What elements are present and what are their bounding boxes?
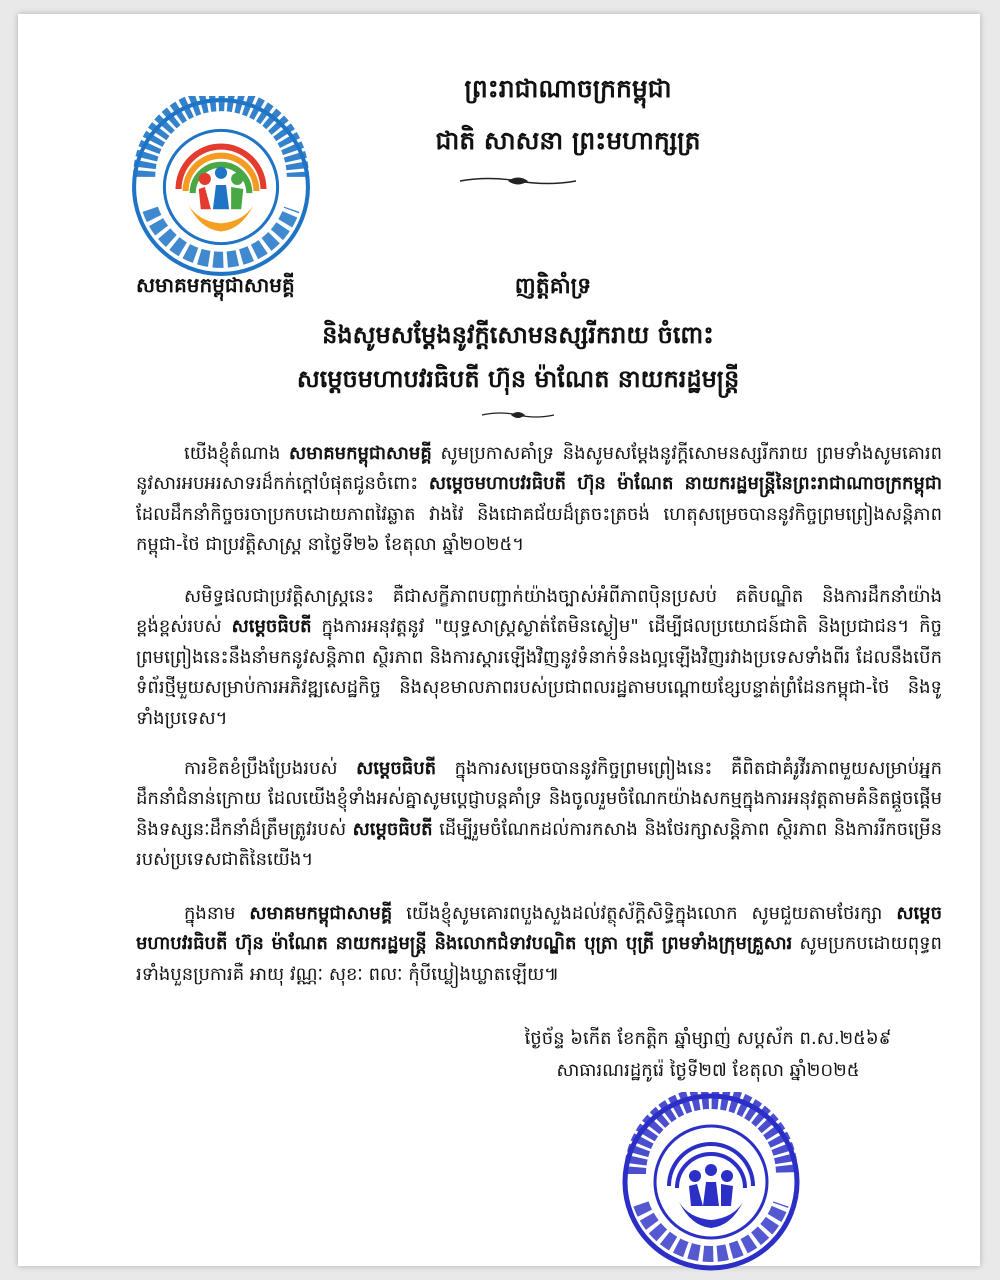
prime-minister-title-bold: សម្ដេចធិបតី: [231, 616, 312, 638]
document-title-line1: និងសូមសម្ដែងនូវក្ដីសោមនស្សរីករាយ ចំពោះ: [322, 321, 714, 349]
prime-minister-name-bold: សម្ដេចមហាបវរធិបតី ហ៊ុន ម៉ាណែត នាយករដ្ឋមន្ត្រីនៃព្រះរាជាណាចក្រកម្ពុជា: [428, 473, 942, 495]
paragraph-text: ក្នុងនាម: [184, 903, 250, 924]
paragraph-text: យើងខ្ញុំតំណាង: [184, 443, 289, 464]
document-page: [18, 14, 980, 1266]
paragraph-text: សមិទ្ធផលជាប្រវត្តិសាស្ត្រនេះ គឺជាសក្ខីភាពបញ្ជាក់យ៉ាងច្បាស់អំពីភាពប៉ិនប្រសប់ គតិបណ្ឌិត និងការដឹកនាំយ៉ាងខ្ពង់ខ្ពស់របស់: [136, 586, 942, 638]
official-seal-icon: [620, 1092, 802, 1272]
association-logo-icon: [130, 96, 312, 278]
organization-name: សមាគមកម្ពុជាសាមគ្គី: [136, 273, 295, 297]
document-type: ញត្តិគាំទ្រ: [514, 274, 592, 299]
body-paragraph-3: [136, 754, 942, 876]
motto-heading: ជាតិ សាសនា ព្រះមហាក្សត្រ: [435, 126, 701, 155]
paragraph-text: ដើម្បីរួមចំណែកដល់ការកសាង និងថែរក្សាសន្តិភាព ស្ថិរភាព និងការរីកចម្រើនរបស់ប្រទេសជាតិនៃយើង។: [136, 818, 942, 871]
body-paragraph-2: [136, 582, 942, 734]
lunar-date: ថ្ងៃច័ន្ទ ៦កើត ខែកត្តិក ឆ្នាំម្សាញ់ សប្តស័ក ព.ស.២៥៦៩: [524, 1028, 892, 1049]
prime-minister-family-bold: សម្ដេចមហាបវរធិបតី ហ៊ុន ម៉ាណែត នាយករដ្ឋមន្ត្រី និងលោកជំទាវបណ្ឌិត បុត្រា បុត្រី ព្រមទាំងក្រុមគ្រួសារ: [136, 903, 943, 955]
document-title-line2: សម្ដេចមហាបវរធិបតី ហ៊ុន ម៉ាណែត នាយករដ្ឋមន្ត្រី: [296, 365, 740, 393]
organization-name-bold: សមាគមកម្ពុជាសាមគ្គី: [288, 443, 432, 464]
body-paragraph-4: [136, 899, 942, 990]
paragraph-text: ក្នុងការសម្រេចបាននូវកិច្ចព្រមព្រៀងនេះ គឺពិតជាគំរូវីរភាពមួយសម្រាប់អ្នកដឹកនាំជំនាន់ក្រោយ ដែលយើងខ្ញុំទាំងអស់គ្នាសូមប្ដេជ្ញាបន្តគាំទ្រ និងចូលរួមចំណែកយ៉ាងសកម្មក្នុងការអនុវត្តតាមគំនិតផ្ដួចផ្ដើម និងទស្សនៈដឹកនាំដ៏ត្រឹមត្រូវរបស់: [136, 758, 942, 840]
decorative-divider-icon: [458, 174, 578, 188]
solar-date-place: សាធារណរដ្ឋកូរ៉េ ថ្ងៃទី២៧ ខែតុលា ឆ្នាំ២០២៥: [556, 1060, 860, 1081]
body-paragraph-1: [136, 439, 942, 561]
paragraph-text: សូមប្រកាសគាំទ្រ និងសូមសម្ដែងនូវក្តីសោមនស្សរីករាយ ព្រមទាំងសូមគោរពនូវសារអបអរសាទរដ៏កក់ក្ដៅបំផុតជូនចំពោះ: [136, 443, 943, 495]
paragraph-text: ដែលដឹកនាំកិច្ចចរចាប្រកបដោយភាពវៃឆ្លាត វាងវៃ និងជោគជ័យដ៏ត្រចះត្រចង់ ហេតុសម្រេចបាននូវកិច្ចព្រមព្រៀងសន្តិភាពកម្ពុជា-ថៃ ជាប្រវត្តិសាស្ត្រ នាថ្ងៃទី២៦ ខែតុលា ឆ្នាំ២០២៥។: [136, 503, 942, 556]
paragraph-text: ក្នុងការអនុវត្តនូវ "យុទ្ធសាស្ត្រស្ងាត់តែមិនស្ងៀម" ដើម្បីផលប្រយោជន៍ជាតិ និងប្រជាជន។ កិច្ចព្រមព្រៀងនេះនឹងនាំមកនូវសន្តិភាព ស្ថិរភាព និងការស្ដារឡើងវិញនូវទំនាក់ទំនងល្អឡើងវិញរវាងប្រទេសទាំងពីរ ដែលនឹងបើកទំព័រថ្មីមួយសម្រាប់ការអភិវឌ្ឍសេដ្ឋកិច្ច និងសុខមាលភាពរបស់ប្រជាពលរដ្ឋតាមបណ្ដោយខ្សែបន្ទាត់ព្រំដែនកម្ពុជា-ថៃ និងទូទាំងប្រទេស។: [136, 616, 942, 729]
prime-minister-title-bold: សម្ដេចធិបតី: [356, 758, 437, 779]
paragraph-text: យើងខ្ញុំសូមគោរពបួងសួងដល់វត្ថុស័ក្តិសិទ្ធិក្នុងលោក សូមជួយតាមថែរក្សា: [392, 903, 897, 924]
kingdom-heading: ព្រះរាជាណាចក្រកម្ពុជា: [464, 74, 672, 103]
decorative-divider-icon: [480, 408, 556, 422]
paragraph-text: សូមប្រកបដោយពុទ្ធពរទាំងបួនប្រការគឺ អាយុ វណ្ណៈ សុខៈ ពលៈ កុំបីឃ្លៀងឃ្លាតឡើយ៕: [136, 933, 942, 985]
paragraph-text: ការខិតខំប្រឹងប្រែងរបស់: [184, 758, 357, 779]
prime-minister-title-bold: សម្ដេចធិបតី: [352, 818, 433, 840]
organization-name-bold: សមាគមកម្ពុជាសាមគ្គី: [249, 903, 393, 924]
